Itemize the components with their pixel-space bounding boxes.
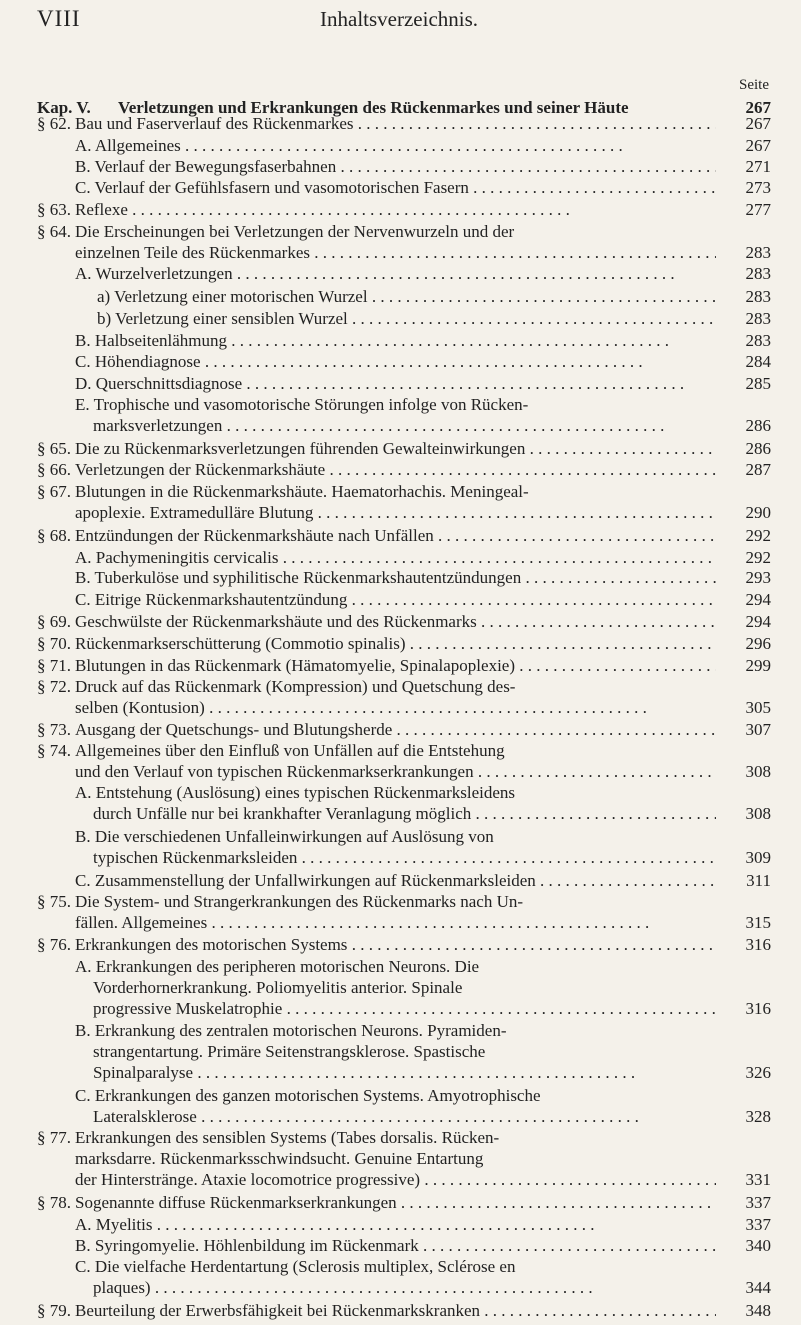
- entry-title-line: durch Unfälle nur bei krankhafter Veranlagung möglich . . .: [93, 803, 716, 824]
- entry-title-line: fällen. Allgemeines . . .: [75, 912, 716, 933]
- section-number: § 63.: [37, 200, 71, 219]
- entry-page: 283: [745, 287, 771, 306]
- seite-label: Seite: [739, 77, 769, 93]
- toc-entry: [0, 330, 801, 351]
- section-number: § 73.: [37, 720, 71, 739]
- entry-page: 277: [745, 200, 771, 219]
- section-number: § 78.: [37, 1193, 71, 1212]
- entry-title-line: C. Erkrankungen des ganzen motorischen Systems. Amyotrophische: [75, 1086, 541, 1105]
- entry-title-line: Reflexe . . .: [75, 199, 716, 220]
- section-number: § 74.: [37, 741, 71, 760]
- toc-entry: [0, 655, 801, 676]
- entry-page: 267: [745, 136, 771, 155]
- toc-entry: [0, 177, 801, 198]
- entry-title-line: Sogenannte diffuse Rückenmarkserkrankungen . . .: [75, 1192, 716, 1213]
- entry-title-line: Entzündungen der Rückenmarkshäute nach Unfällen . . .: [75, 525, 716, 546]
- section-number: § 62.: [37, 114, 71, 133]
- entry-page: 292: [745, 548, 771, 567]
- entry-title-line: Erkrankungen des sensiblen Systems (Tabes dorsalis. Rücken-: [75, 1128, 500, 1147]
- entry-title-line: A. Wurzelverletzungen . . .: [75, 263, 716, 284]
- entry-page: 348: [745, 1301, 771, 1320]
- toc-entry: [0, 156, 801, 177]
- section-number: § 71.: [37, 656, 71, 675]
- entry-page: 331: [745, 1170, 771, 1189]
- entry-title-line: B. Tuberkulöse und syphilitische Rückenmarkshautentzündungen . . .: [75, 567, 716, 588]
- running-title: Inhaltsverzeichnis.: [320, 7, 479, 31]
- entry-title-line: einzelnen Teile des Rückenmarkes . . .: [75, 242, 716, 263]
- entry-page: 296: [745, 634, 771, 653]
- section-number: § 76.: [37, 935, 71, 954]
- entry-title-line: progressive Muskelatrophie . . .: [93, 998, 716, 1019]
- entry-page: 308: [745, 804, 771, 823]
- entry-page: 283: [745, 331, 771, 350]
- toc-entry: [0, 199, 801, 220]
- entry-title-line: marksverletzungen . . .: [93, 415, 716, 436]
- toc-entry: [0, 373, 801, 394]
- entry-title-line: A. Erkrankungen des peripheren motorischen Neurons. Die: [75, 957, 480, 976]
- entry-page: 286: [745, 416, 771, 435]
- entry-page: 293: [745, 568, 771, 587]
- section-number: § 68.: [37, 526, 71, 545]
- entry-page: 283: [745, 243, 771, 262]
- toc-entry: [0, 481, 801, 523]
- toc-entry: [0, 135, 801, 156]
- entry-title-line: B. Erkrankung des zentralen motorischen Neurons. Pyramiden-: [75, 1021, 507, 1040]
- entry-title-line: C. Zusammenstellung der Unfallwirkungen auf Rückenmarksleiden . . .: [75, 870, 716, 891]
- entry-title-line: der Hinterstränge. Ataxie locomotrice progressive) . . .: [75, 1169, 716, 1190]
- chapter-label: Kap. V.: [37, 98, 91, 117]
- toc-entry: [0, 934, 801, 955]
- entry-title-line: A. Pachymeningitis cervicalis . . .: [75, 547, 716, 568]
- section-number: § 77.: [37, 1128, 71, 1147]
- entry-title-line: apoplexie. Extramedulläre Blutung . . .: [75, 502, 716, 523]
- entry-page: 316: [745, 999, 771, 1018]
- entry-page: 299: [745, 656, 771, 675]
- entry-title-line: Die Erscheinungen bei Verletzungen der Nervenwurzeln und der: [75, 222, 515, 241]
- entry-page: 308: [745, 762, 771, 781]
- toc-entry: [0, 459, 801, 480]
- section-number: § 65.: [37, 439, 71, 458]
- toc-entry: [0, 870, 801, 891]
- page-number: VIII: [37, 6, 81, 31]
- toc-entry: [0, 589, 801, 610]
- section-number: § 67.: [37, 482, 71, 501]
- chapter-title: Verletzungen und Erkrankungen des Rückenmarkes und seiner Häute: [118, 98, 629, 117]
- entry-title-line: Blutungen in das Rückenmark (Hämatomyelie, Spinalapoplexie) . . .: [75, 655, 716, 676]
- entry-title-line: Die System- und Strangerkrankungen des Rückenmarks nach Un-: [75, 892, 524, 911]
- entry-page: 284: [745, 352, 771, 371]
- toc-entry: [0, 221, 801, 263]
- toc-entry: [0, 719, 801, 740]
- entry-title-line: C. Eitrige Rückenmarkshautentzündung . . .: [75, 589, 716, 610]
- toc-entry: [0, 438, 801, 459]
- entry-page: 328: [745, 1107, 771, 1126]
- entry-title-line: C. Höhendiagnose . . .: [75, 351, 716, 372]
- section-number: § 69.: [37, 612, 71, 631]
- entry-title-line: Verletzungen der Rückenmarkshäute . . .: [75, 459, 716, 480]
- entry-title-line: typischen Rückenmarksleiden . . .: [93, 847, 716, 868]
- toc-entry: [0, 351, 801, 372]
- toc-entry: [0, 956, 801, 1019]
- section-number: § 79.: [37, 1301, 71, 1320]
- entry-title-line: Vorderhornerkrankung. Poliomyelitis anterior. Spinale: [93, 978, 463, 997]
- entry-title-line: Ausgang der Quetschungs- und Blutungsherde . . .: [75, 719, 716, 740]
- toc-entry: [0, 308, 801, 329]
- toc-entry: [0, 1235, 801, 1256]
- toc-entry: [0, 263, 801, 284]
- toc-entry: [0, 547, 801, 568]
- entry-page: 287: [745, 460, 771, 479]
- entry-title-line: A. Allgemeines . . .: [75, 135, 716, 156]
- entry-title-line: B. Verlauf der Bewegungsfaserbahnen . . .: [75, 156, 716, 177]
- entry-page: 267: [745, 114, 771, 133]
- entry-title-line: C. Die vielfache Herdentartung (Sclerosis multiplex, Sclérose en: [75, 1257, 516, 1276]
- entry-title-line: und den Verlauf von typischen Rückenmarkserkrankungen . . .: [75, 761, 716, 782]
- entry-title-line: Lateralsklerose . . .: [93, 1106, 716, 1127]
- toc-entry: [0, 113, 801, 134]
- toc-entry: [0, 782, 801, 824]
- chapter-page: 267: [745, 98, 771, 117]
- toc-entry: [0, 676, 801, 718]
- entry-page: 273: [745, 178, 771, 197]
- toc-entry: [0, 567, 801, 588]
- entry-page: 326: [745, 1063, 771, 1082]
- entry-page: 294: [745, 590, 771, 609]
- entry-title-line: Erkrankungen des motorischen Systems . . .: [75, 934, 716, 955]
- toc-entry: [0, 740, 801, 782]
- entry-title-line: Geschwülste der Rückenmarkshäute und des Rückenmarks . . .: [75, 611, 716, 632]
- entry-page: 286: [745, 439, 771, 458]
- toc-entry: [0, 1256, 801, 1298]
- toc-entry: [0, 1085, 801, 1127]
- toc-entry: [0, 891, 801, 933]
- entry-title-line: Blutungen in die Rückenmarkshäute. Haematorhachis. Meningeal-: [75, 482, 529, 501]
- entry-title-line: Bau und Faserverlauf des Rückenmarkes . . .: [75, 113, 716, 134]
- entry-page: 337: [745, 1215, 771, 1234]
- entry-title-line: Beurteilung der Erwerbsfähigkeit bei Rückenmarkskranken . . .: [75, 1300, 716, 1321]
- entry-page: 283: [745, 309, 771, 328]
- toc-entry: [0, 525, 801, 546]
- entry-title-line: B. Die verschiedenen Unfalleinwirkungen auf Auslösung von: [75, 827, 494, 846]
- entry-title-line: Rückenmarkserschütterung (Commotio spinalis) . . .: [75, 633, 716, 654]
- entry-title-line: strangentartung. Primäre Seitenstrangsklerose. Spastische: [93, 1042, 486, 1061]
- entry-title-line: A. Entstehung (Auslösung) eines typischen Rückenmarksleidens: [75, 783, 516, 802]
- entry-title-line: a) Verletzung einer motorischen Wurzel . . .: [97, 286, 716, 307]
- entry-title-line: Allgemeines über den Einfluß von Unfällen auf die Entstehung: [75, 741, 505, 760]
- entry-page: 283: [745, 264, 771, 283]
- entry-page: 271: [745, 157, 771, 176]
- entry-title-line: B. Halbseitenlähmung . . .: [75, 330, 716, 351]
- entry-page: 315: [745, 913, 771, 932]
- entry-title-line: b) Verletzung einer sensiblen Wurzel . . .: [97, 308, 716, 329]
- entry-page: 340: [745, 1236, 771, 1255]
- section-number: § 75.: [37, 892, 71, 911]
- toc-entry: [0, 1020, 801, 1083]
- toc-entry: [0, 1214, 801, 1235]
- entry-page: 285: [745, 374, 771, 393]
- entry-page: 316: [745, 935, 771, 954]
- section-number: § 70.: [37, 634, 71, 653]
- section-number: § 72.: [37, 677, 71, 696]
- entry-page: 290: [745, 503, 771, 522]
- entry-title-line: marksdarre. Rückenmarksschwindsucht. Genuine Entartung: [75, 1149, 484, 1168]
- toc-entry: [0, 394, 801, 436]
- section-number: § 64.: [37, 222, 71, 241]
- entry-title-line: Die zu Rückenmarksverletzungen führenden Gewalteinwirkungen . . .: [75, 438, 716, 459]
- entry-title-line: selben (Kontusion) . . .: [75, 697, 716, 718]
- entry-title-line: A. Myelitis . . .: [75, 1214, 716, 1235]
- entry-title-line: plaques) . . .: [93, 1277, 716, 1298]
- toc-entry: [0, 633, 801, 654]
- toc-entry: [0, 1300, 801, 1321]
- entry-title-line: Druck auf das Rückenmark (Kompression) und Quetschung des-: [75, 677, 516, 696]
- entry-page: 344: [745, 1278, 771, 1297]
- entry-title-line: B. Syringomyelie. Höhlenbildung im Rückenmark . . .: [75, 1235, 716, 1256]
- toc-entry: [0, 1192, 801, 1213]
- toc-entry: [0, 1127, 801, 1190]
- entry-title-line: E. Trophische und vasomotorische Störungen infolge von Rücken-: [75, 395, 529, 414]
- entry-page: 309: [745, 848, 771, 867]
- entry-title-line: D. Querschnittsdiagnose . . .: [75, 373, 716, 394]
- entry-title-line: C. Verlauf der Gefühlsfasern und vasomotorischen Fasern . . .: [75, 177, 716, 198]
- entry-page: 307: [745, 720, 771, 739]
- entry-page: 337: [745, 1193, 771, 1212]
- toc-entry: [0, 826, 801, 868]
- entry-page: 311: [746, 871, 771, 890]
- entry-page: 305: [745, 698, 771, 717]
- section-number: § 66.: [37, 460, 71, 479]
- entry-page: 292: [745, 526, 771, 545]
- toc-entry: [0, 286, 801, 307]
- entry-page: 294: [745, 612, 771, 631]
- entry-title-line: Spinalparalyse . . .: [93, 1062, 716, 1083]
- toc-entry: [0, 611, 801, 632]
